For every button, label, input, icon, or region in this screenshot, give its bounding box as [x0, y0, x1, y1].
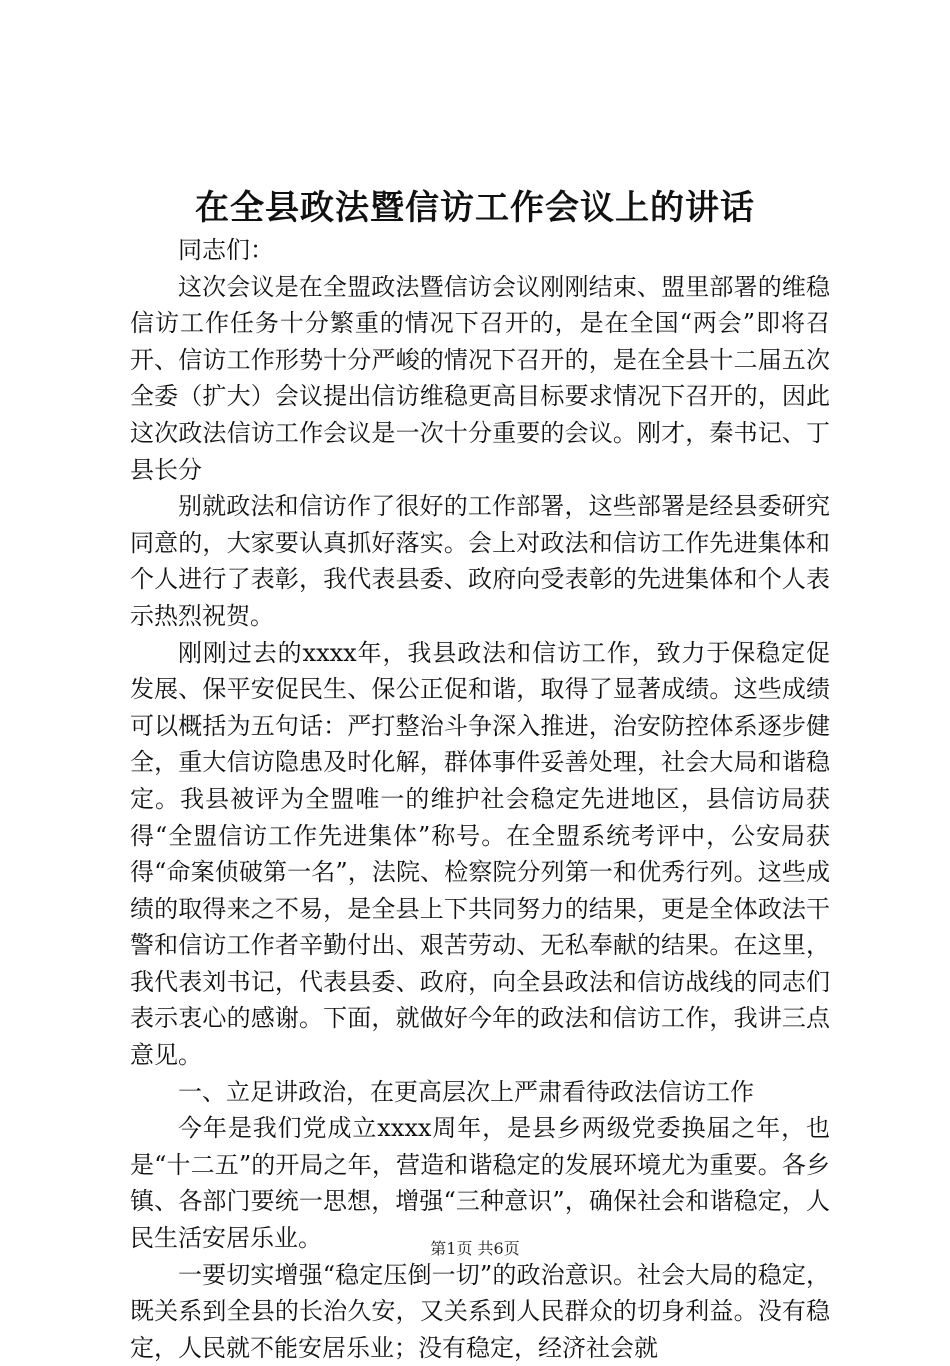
salutation: 同志们： — [178, 236, 274, 264]
body-paragraph: 今年是我们党成立xxxx周年，是县乡两级党委换届之年，也是“十二五”的开局之年，营造和谐稳定的发展环境尤为重要。各乡镇、各部门要统一思想，增强“三种意识”，确保社会和谐稳定，人民生活安居乐业。 — [130, 1114, 830, 1253]
document-title: 在全县政法暨信访工作会议上的讲话 — [195, 188, 755, 228]
body-paragraph: 一要切实增强“稳定压倒一切”的政治意识。社会大局的稳定，既关系到全县的长治久安，又关系到人民群众的切身利益。没有稳定，人民就不能安居乐业；没有稳定，经济社会就 — [130, 1260, 830, 1362]
section-heading: 一、立足讲政治，在更高层次上严肃看待政法信访工作 — [178, 1077, 754, 1106]
body-paragraph: 别就政法和信访作了很好的工作部署，这些部署是经县委研究同意的，大家要认真抓好落实。会上对政法和信访工作先进集体和个人进行了表彰，我代表县委、政府向受表彰的先进集体和个人表示热烈祝贺。 — [130, 492, 830, 630]
body-paragraph: 这次会议是在全盟政法暨信访会议刚刚结束、盟里部署的维稳信访工作任务十分繁重的情况下召开的，是在全国“两会”即将召开、信访工作形势十分严峻的情况下召开的，是在全县十二届五次全委（扩大）会议提出信访维稳更高目标要求情况下召开的，因此这次政法信访工作会议是一次十分重要的会议。刚才，秦书记、丁县长分 — [130, 272, 830, 484]
document-body — [130, 232, 830, 1366]
body-paragraph: 刚刚过去的xxxx年，我县政法和信访工作，致力于保稳定促发展、保平安促民生、保公正促和谐，取得了显著成绩。这些成绩可以概括为五句话：严打整治斗争深入推进，治安防控体系逐步健全，重大信访隐患及时化解，群体事件妥善处理，社会大局和谐稳定。我县被评为全盟唯一的维护社会稳定先进地区，县信访局获得“全盟信访工作先进集体”称号。在全盟系统考评中，公安局获得“命案侦破第一名”，法院、检察院分列第一和优秀行列。这些成绩的取得来之不易，是全县上下共同努力的结果，更是全体政法干警和信访工作者辛勤付出、艰苦劳动、无私奉献的结果。在这里，我代表刘书记，代表县委、政府，向全县政法和信访战线的同志们表示衷心的感谢。下面，就做好今年的政法和信访工作，我讲三点意见。 — [130, 638, 830, 1070]
page-number-footer: 第1页 共6页 — [430, 1239, 520, 1258]
